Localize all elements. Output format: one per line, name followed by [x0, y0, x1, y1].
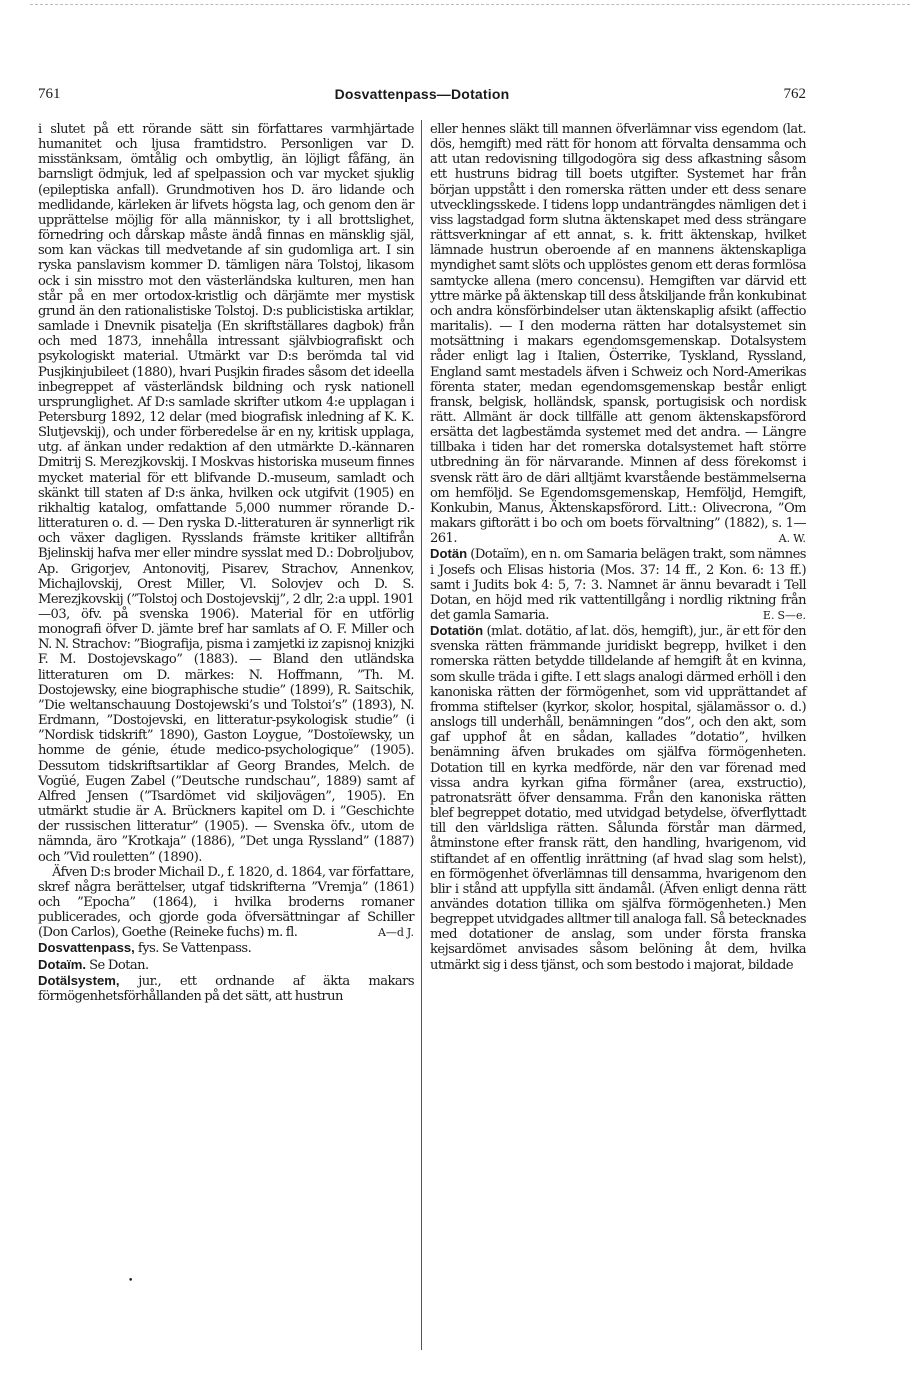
scan-top-edge — [30, 4, 910, 5]
headword: Dotaïm. — [38, 956, 87, 972]
dostojevskij-continuation: i slutet på ett rörande sätt sin författares varmhjärtade humanitet och ljusa framtidstro. Personligen var D. misstänksam, ömtålig och ombytlig, än löjligt fåfäng, än barnsligt ödmjuk, led af spelpassion och var mycket sjuklig (epileptiska anfall). Grundmotiven hos D. äro lidande och medlidande, kärleken är lifvets högsta lag, och genom den är upprättelse möjlig för alla människor, ty i all brottslighet, förnedring och dårskap måste ändå finnas en mänsklig själ, som kan väckas till medvetande af sin gudomliga art. I sin ryska panslavism kommer D. tämligen nära Tolstoj, likasom ock i sin misstro mot den västerländska kulturen, men han står på en mer ortodox-kristlig och därjämte mer mystisk grund än den rationalistiske Tolstoj. D:s publicistiska artiklar, samlade i Dnevnik pisatelja (En skriftställares dagbok) från och med 1873, innehålla intressant självbiografiskt och psykologiskt material. Utmärkt var D:s berömda tal vid Pusjkinjubileet (1880), hvari Pusjkin firades såsom det ideella inbegreppet af västerländsk bildning och rysk nationell ursprunglighet. Af D:s samlade skrifter utkom 4:e upplagan i Petersburg 1892, 12 delar (med biografisk inledning af K. K. Slutjevskij), och under förberedelse är en ny, kritisk upplaga, utg. af änkan under redaktion af den utmärkte D.-kännaren Dmitrij S. Merezjkovskij. I Moskvas historiska museum finnes mycket material för ett blifvande D.-museum, samladt och skänkt till staten af D:s änka, hvilken ock utgifvit (1905) en rikhaltig katalog, omfattande 5,000 nummer rörande D.-litteraturen o. d. — Den ryska D.-litteraturen är synnerligt rik och växer dagligen. Rysslands främste kritiker alltifrån Bjelinskij hafva mer eller mindre sysslat med D.: Dobroljubov, Ap. Grigorjev, Antonovitj, Pisarev, Strachov, Annenkov, Michajlovskij, Orest Miller, Vl. Solovjev och D. S. Merezjkovskij (”Tolstoj och Dostojevskij”, 2 dlr, 2:a uppl. 1901—03, öfv. på svenska 1906). Material för en utförlig monografi öfver D. jämte bref har samlats af O. F. Miller och N. N. Strachov: ”Biografija, pisma i zamjetki iz zapisnoj knizjki F. M. Dostojevskago” (1883). — Bland den utländska litteraturen om D. märkes: N. Hoffmann, ”Th. M. Dostojewsky, eine biographische studie” (1899), R. Saitschik, ”Die weltanschauung Dostojewski’s und Tolstoi’s” (1893), N. Erdmann, ”Dostojevski, en litteratur-psykologisk studie” (i ”Nordisk tidskrift” 1890), Gaston Loygue, ”Dostoïewsky, un homme de génie, étude medico-psychologique” (1905). Dessutom tidskriftsartiklar af Georg Brandes, Melch. de Vogüé, Eugen Zabel (”Deutsche rundschau”, 1889) samt af Alfred Jensen (”Tsardömet vid skiljovägen”, 1905). En utmärkt studie är A. Brückners kapitel om D. i ”Geschichte der russischen litteratur” (1905). — Svenska öfv., utom de nämnda, äro ”Krotkaja” (1886), ”Det unga Ryssland” (1887) och ”Vid rouletten” (1890). — [38, 122, 414, 865]
michail-text: Äfven D:s broder Michail D., f. 1820, d. 1864, var författare, skref några berättelser, utgaf tidskrifterna ”Vremja” (1861) och ”Epocha” (1864), i hvilka broderns romaner publicerades, och gjorde goda öfversättningar af Schiller (Don Carlos), Goethe (Reineke fuchs) m. fl. — [38, 864, 414, 941]
author-signature: E. S—e. — [762, 609, 806, 622]
author-signature: A—d J. — [377, 926, 414, 940]
entry-dotation — [430, 623, 806, 973]
entry-dotalsystem — [38, 973, 414, 1004]
headword: Dosvattenpass, — [38, 940, 135, 956]
right-column — [430, 122, 806, 973]
stray-ink-dot: • — [128, 1276, 134, 1286]
dotalsystem-continuation — [430, 122, 806, 546]
entry-text: fys. Se Vattenpass. — [137, 941, 252, 957]
column-divider — [421, 120, 422, 1350]
entry-dotan — [430, 546, 806, 623]
entry-dotaim — [38, 957, 414, 973]
entry-dosvattenpass — [38, 940, 414, 956]
entry-text: jur., ett ordnande af äkta makars förmögenhetsförhållanden på det sätt, att hustrun — [38, 973, 414, 1004]
headword: Dotatiön — [430, 623, 484, 639]
author-signature: A. W. — [778, 532, 806, 546]
running-title: Dosvattenpass—Dotation — [334, 86, 510, 102]
headword: Dotän — [430, 546, 468, 562]
entry-text: Se Dotan. — [89, 957, 149, 973]
entry-text: (Dotaïm), en n. om Samaria belägen trakt, som nämnes i Josefs och Elisas historia (Mos. 37: 14 ff., 2 Kon. 6: 13 ff.) samt i Judits bok 4: 5, 7: 3. Namnet är ännu bevaradt i Tell Dotan, en höjd med rik vattentillgång i nordlig riktning från det gamla Samaria. — [430, 547, 806, 623]
michail-paragraph — [38, 865, 414, 941]
page-number-left: 761 — [38, 86, 61, 102]
page-number-right: 762 — [783, 86, 806, 102]
headword: Dotälsystem, — [38, 972, 120, 988]
entry-text: eller hennes släkt till mannen öfverlämnar viss egendom (lat. dös, hemgift) med rätt för honom att förvalta densamma och att utan redovisning tillgodogöra sig dess afkastning såsom ett hustruns bidrag till boets utgifter. Systemet har från början uppstått i den romerska rätten under ett dess senare utvecklingsskede. I tidens lopp undanträngdes nämligen det i viss lagstadgad form slutna äktenskapet med dess strängare rättsverkningar af ett annat, s. k. fritt äktenskap, hvilket lämnade hustrun oberoende af en mannens äktenskapliga myndighet samt slöts och upplöstes genom ett deras formlösa samtycke allena (mero concensu). Hemgiften var därvid ett yttre märke på äktenskap till dess åtskiljande från konkubinat och andra könsförbindelser utan äktenskaplig afsikt (affectio maritalis). — I den moderna rätten har dotalsystemet sin motsättning i makars egendomsgemenskap. Dotalsystem råder enligt lag i Italien, Österrike, Tyskland, Ryssland, England samt mestadels äfven i Schweiz och Nord-Amerikas förenta stater, medan egendomsgemenskap består enligt fransk, belgisk, holländsk, spansk, portugisisk och nordisk rätt. Allmänt är dock tillfälle att genom äktenskapsförord ersätta det lagbestämda systemet med det andra. — Längre tillbaka i tiden har det romerska dotalsystemet haft större utbredning än för närvarande. Minnen af dess förekomst i svensk rätt äro de däri alltjämt kvarstående bestämmelserna om hemföljd. Se Egendomsgemenskap, Hemföljd, Hemgift, Konkubin, Manus, Äktenskapsförord. Litt.: Olivecrona, ”Om makars giftorätt i bo och om boets förvaltning” (1882), s. 1—261. — [430, 122, 806, 547]
left-column — [38, 122, 414, 1004]
entry-text: (mlat. dotätio, af lat. dös, hemgift), jur., är ett för den svenska rätten främmande juridiskt begrepp, hvilket i den romerska rätten betydde tilldelande af hemgift åt en kvinna, som skulle träda i gifte. I ett slags analogi därmed erhöll i den kanoniska rätten der förmögenhet, som vid upprättandet af fromma stiftelser (kyrkor, skolor, hospital, själamässor o. d.) anslogs till underhåll, benämningen ”dos”, och den akt, som gaf upphof åt en sådan, kallades ”dotatio”, hvilken benämning äfven brukades om själfva förmögenheten. Dotation till en kyrka medförde, när den var förenad med vissa andra kyrkan gifna förmåner (area, exstructio), patronatsrätt öfver densamma. Från den kanoniska rätten blef begreppet dotatio, med utvidgad betydelse, öfverflyttadt till den världsliga rätten. Sålunda förstår man därmed, åtminstone efter fransk rätt, den handling, hvarigenom, vid stiftandet af en offentlig inrättning (af hvad slag som helst), en förmögenhet öfverlämnas till densamma, hvarigenom den blir i stånd att uppfylla sitt ändamål. (Äfven enligt denna rätt användes dotation tillika om själfva förmögenheten.) Men begreppet utvidgades alltmer till analoga fall. Så betecknades med dotationer de anslag, som under första franska kejsardömet anvisades såsom belöning åt dem, hvilka utmärkt sig i dess tjänst, och som bestodo i majorat, bildade — [430, 624, 806, 973]
page-header — [38, 86, 806, 108]
